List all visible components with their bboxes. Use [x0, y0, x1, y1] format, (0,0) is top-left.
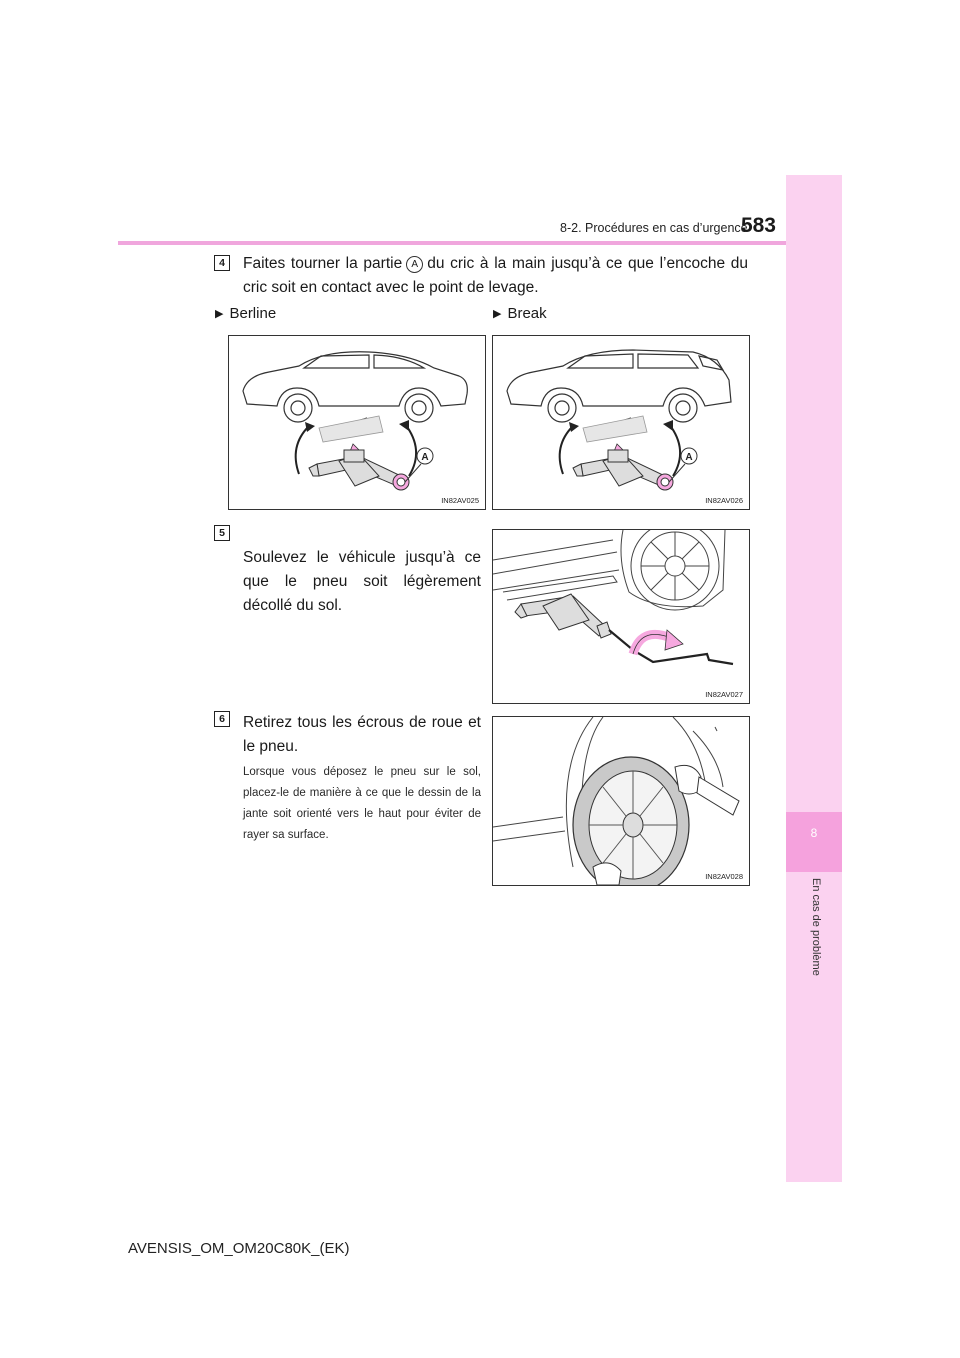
wagon-jack-illustration: [493, 336, 749, 509]
chapter-title: [809, 878, 821, 1018]
sedan-jack-illustration: [229, 336, 485, 509]
step-4-text-after: du cric à la main jusqu’à ce que l’encoche du cric soit en contact avec le point de levage.: [243, 255, 749, 296]
remove-tire-illustration: [493, 717, 749, 885]
fig2-label-a: A: [685, 452, 693, 463]
figure-raise-vehicle: [492, 529, 750, 704]
chapter-side-tab: [786, 175, 842, 1182]
step-6-text: Retirez tous les écrous de roue et le pneu.: [243, 714, 481, 755]
step-number-4: 4: [214, 255, 230, 271]
section-title: 8-2. Procédures en cas d’urgence: [560, 221, 748, 235]
step-4-text: [243, 252, 748, 300]
figure-sedan-jack: [228, 335, 486, 510]
variant-sedan: [215, 305, 276, 322]
figure-wagon-jack: [492, 335, 750, 510]
triangle-bullet-icon: ▶: [493, 308, 502, 320]
figure-code-3: IN82AV027: [705, 690, 743, 699]
page-number: 583: [740, 214, 776, 237]
variant-sedan-label: Berline: [229, 305, 277, 322]
step-number-5: 5: [214, 525, 230, 541]
variant-wagon-label: Break: [507, 305, 547, 322]
variant-wagon: [493, 305, 547, 322]
step-6-note: Lorsque vous déposez le pneu sur le sol, placez-le de manière à ce que le dessin de la jante soit orienté vers le haut pour éviter de rayer sa surface.: [243, 766, 481, 841]
header-rule: [118, 241, 786, 245]
step-5-text: Soulevez le véhicule jusqu’à ce que le pneu soit légèrement décollé du sol.: [243, 549, 481, 614]
step-number-6: 6: [214, 711, 230, 727]
document-code: AVENSIS_OM_OM20C80K_(EK): [128, 1240, 350, 1257]
fig1-label-a: A: [421, 452, 429, 463]
chapter-number: 8: [810, 826, 818, 840]
triangle-bullet-icon: ▶: [215, 308, 224, 320]
chapter-title-text: En cas de problème: [810, 878, 822, 976]
chapter-number-tab: [786, 812, 842, 872]
figure-code-2: IN82AV026: [705, 496, 743, 505]
part-label-a: A: [406, 256, 423, 273]
figure-code-4: IN82AV028: [705, 872, 743, 881]
raise-vehicle-illustration: [493, 530, 749, 703]
step-4-text-before: Faites tourner la partie: [243, 255, 403, 272]
figure-code-1: IN82AV025: [441, 496, 479, 505]
figure-remove-tire: [492, 716, 750, 886]
